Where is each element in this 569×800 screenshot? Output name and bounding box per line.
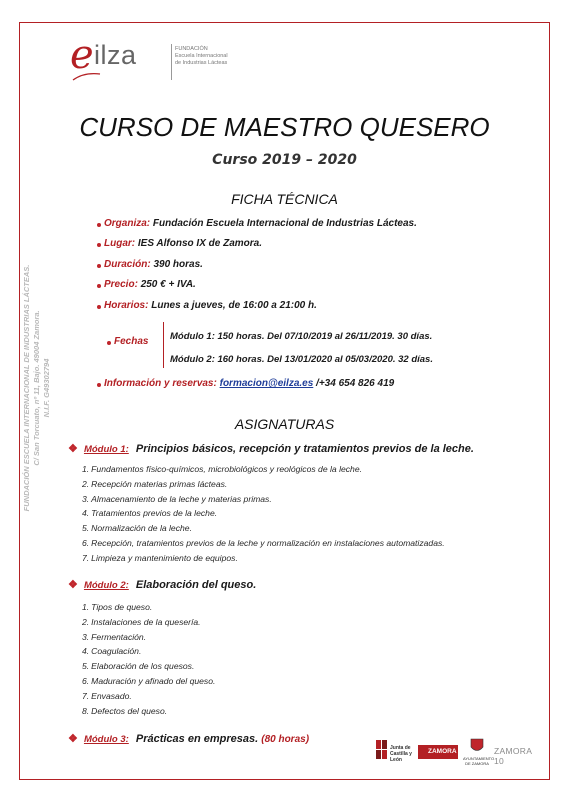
modulo-3-heading: ❖ Módulo 3: Prácticas en empresas. (80 horas) [68, 733, 310, 745]
precio-row: Precio: 250 € + IVA. [104, 279, 196, 290]
list-item: 2. Recepción materias primas lácteas. [82, 478, 228, 489]
bullet-icon [107, 341, 111, 345]
side-address-text: FUNDACIÓN ESCUELA INTERNACIONAL DE INDUSTRIAS LÁCTEAS. C/ San Torcuato, nº 11, Bajo. 49004 Zamora. N.I.F. G49302794 [22, 264, 51, 512]
logo-separator [171, 44, 172, 80]
page-title: CURSO DE MAESTRO QUESERO [79, 112, 490, 142]
list-item: 4. Coagulación. [82, 646, 142, 657]
organiza-row: Organiza: Fundación Escuela Internacional de Industrias Lácteas. [104, 218, 417, 229]
list-item: 6. Maduración y afinado del queso. [82, 675, 216, 686]
list-item: 3. Fermentación. [82, 631, 147, 642]
list-item: 8. Defectos del queso. [82, 705, 168, 716]
logo-swoosh-icon [72, 70, 102, 84]
bullet-icon [97, 305, 101, 309]
modulo-2-heading: ❖ Módulo 2: Elaboración del queso. [68, 579, 257, 591]
fechas-modulo-1: Módulo 1: 150 horas. Del 07/10/2019 al 26/11/2019. 30 días. [170, 331, 433, 342]
page-subtitle: Curso 2019 – 2020 [212, 152, 357, 168]
list-item: 4. Tratamientos previos de la leche. [82, 508, 218, 519]
horarios-row: Horarios: Lunes a jueves, de 16:00 a 21:00 h. [104, 300, 317, 311]
bullet-icon [97, 284, 101, 288]
list-item: 1. Fundamentos físico-químicos, microbiológicos y reológicos de la leche. [82, 464, 363, 474]
duracion-row: Duración: 390 horas. [104, 259, 203, 270]
diputacion-zamora-logo: ZAMORA [418, 738, 460, 768]
fechas-row: Fechas [114, 336, 148, 347]
bullet-icon [97, 243, 101, 247]
info-row: Información y reservas: formacion@eilza.es /+34 654 826 419 [104, 378, 394, 389]
list-item: 3. Almacenamiento de la leche y materias primas. [82, 493, 272, 504]
fechas-modulo-2: Módulo 2: 160 horas. Del 13/01/2020 al 05/03/2020. 32 días. [170, 354, 433, 365]
bullet-icon [97, 383, 101, 387]
eilza-logo [68, 32, 228, 88]
list-item: 7. Envasado. [82, 690, 132, 701]
list-item: 1. Tipos de queso. [82, 602, 153, 612]
diamond-bullet-icon: ❖ [68, 733, 78, 745]
list-item: 2. Instalaciones de la quesería. [82, 616, 201, 627]
bullet-icon [97, 264, 101, 268]
modulo-2-list [64, 600, 215, 718]
ayuntamiento-zamora-logo: AYUNTAMIENTO DE ZAMORA [463, 738, 491, 768]
ficha-heading: FICHA TÉCNICA [231, 191, 338, 207]
list-item: 7. Limpieza y mantenimiento de equipos. [82, 552, 238, 563]
lugar-row: Lugar: IES Alfonso IX de Zamora. [104, 238, 262, 249]
logo-wordmark: ilza [94, 40, 137, 70]
email-link[interactable]: formacion@eilza.es [219, 378, 314, 389]
coat-of-arms-icon [376, 740, 388, 760]
list-item: 6. Recepción, tratamientos previos de la leche y normalización en instalaciones automatizadas. [82, 537, 445, 548]
bullet-icon [97, 223, 101, 227]
list-item: 5. Elaboración de los quesos. [82, 661, 195, 672]
fechas-divider [163, 322, 164, 368]
modulo-1-heading: ❖ Módulo 1: Principios básicos, recepción y tratamientos previos de la leche. [68, 443, 474, 455]
logo-e-mark: e [70, 32, 94, 78]
list-item: 5. Normalización de la leche. [82, 523, 192, 534]
zamora-10-logo: ZAMORA 10 [494, 746, 532, 766]
junta-castilla-leon-logo: Junta de Castilla y León [376, 738, 416, 768]
logo-subtitle: FUNDACIÓN Escuela Internacional de Industrias Lácteas [175, 46, 228, 66]
asignaturas-heading: ASIGNATURAS [234, 416, 335, 432]
shield-icon [470, 738, 484, 754]
modulo-1-list [64, 462, 445, 566]
diamond-bullet-icon: ❖ [68, 443, 78, 455]
diamond-bullet-icon: ❖ [68, 579, 78, 591]
